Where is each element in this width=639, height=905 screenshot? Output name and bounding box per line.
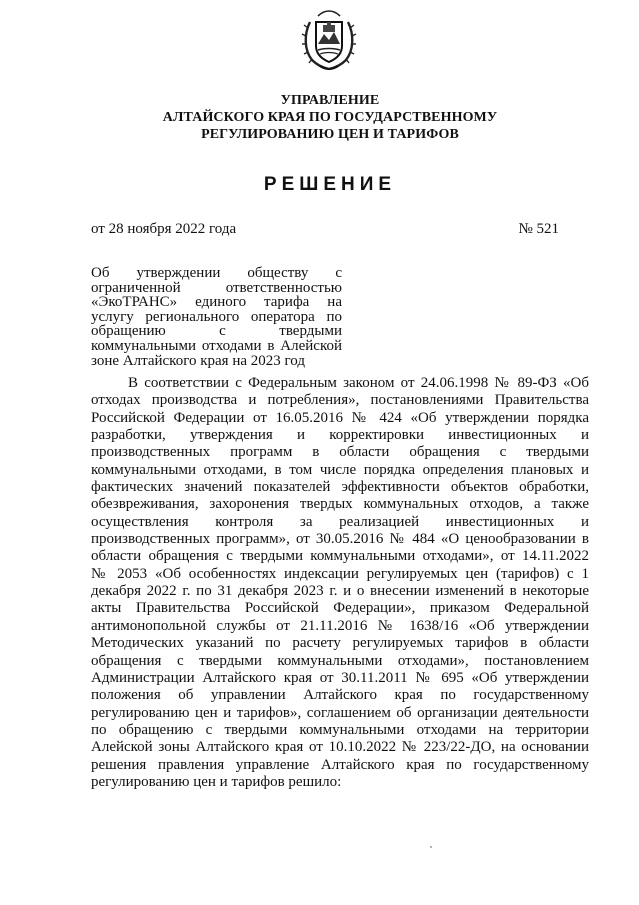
- body-line: разработки, утверждения и корректировки инвестиционных и: [91, 427, 589, 444]
- body-line: производственных программ», от 30.05.2016 № 484 «О ценообразовании в: [91, 531, 589, 548]
- subject-line: услугу регионального оператора по: [91, 308, 342, 325]
- document-number: № 521: [518, 221, 559, 237]
- subject-block: [91, 266, 342, 368]
- body-line: антимонопольной службы от 21.11.2016 № 1638/16 «Об утверждении: [91, 617, 589, 634]
- body-line: обращения с твердыми коммунальными отходами», постановлением: [91, 652, 589, 669]
- body-line: осуществления контроля за реализацией инвестиционных и: [91, 513, 589, 530]
- organization-name: [120, 92, 540, 143]
- body-line: Российской Федерации от 16.05.2016 № 424 «Об утверждении порядка: [91, 409, 589, 426]
- body-line: фактических значений показателей эффективности объектов обработки,: [91, 479, 589, 496]
- body-paragraph: [91, 375, 589, 791]
- subject-line: зоне Алтайского края на 2023 год: [91, 352, 305, 369]
- subject-line: обращению с твердыми: [91, 323, 342, 340]
- subject-line: коммунальными отходами в Алейской: [91, 337, 342, 354]
- body-line: декабря 2022 г. по 31 декабря 2023 г. и о внесении изменений в некоторые: [91, 583, 589, 600]
- body-line: Алейской зоны Алтайского края от 10.10.2022 № 223/22-ДО, на основании: [91, 739, 589, 756]
- subject-line: «ЭкоТРАНС» единого тарифа на: [91, 294, 342, 311]
- body-line: обезвреживания, захоронения твердых коммунальных отходов, а также: [91, 496, 589, 513]
- document-date: от 28 ноября 2022 года: [91, 221, 237, 237]
- body-line: № 2053 «Об особенностях индексации регулируемых цен (тарифов) с 1: [91, 565, 589, 582]
- body-line: В соответствии с Федеральным законом от 24.06.1998 № 89-ФЗ «Об: [128, 375, 589, 391]
- document-title: РЕШЕНИЕ: [263, 174, 397, 195]
- coat-of-arms-icon: [300, 8, 358, 72]
- scan-speck: [430, 846, 432, 848]
- body-line: регулированию цен и тарифов», соглашением об организации деятельности: [91, 704, 589, 721]
- body-line: Методических указаний по расчету регулируемых тарифов в области: [91, 635, 589, 652]
- org-line: УПРАВЛЕНИЕ: [280, 93, 380, 108]
- body-line: регулированию цен и тарифов решило:: [91, 773, 342, 790]
- body-line: коммунальными отходами, в том числе порядка определения плановых и: [91, 461, 589, 478]
- body-line: области обращения с твердыми коммунальными отходами», от 14.11.2022: [91, 548, 589, 565]
- body-line: положения об управлении Алтайского края по государственному: [91, 687, 589, 704]
- subject-line: Об утверждении обществу с: [91, 265, 342, 281]
- body-line: решения правления управление Алтайского края по государственному: [91, 756, 589, 773]
- body-line: Администрации Алтайского края от 30.11.2011 № 695 «Об утверждении: [91, 669, 589, 686]
- body-line: по обращению с твердыми коммунальными отходами на территории: [91, 721, 589, 738]
- org-line: АЛТАЙСКОГО КРАЯ ПО ГОСУДАРСТВЕННОМУ: [162, 110, 498, 125]
- org-line: РЕГУЛИРОВАНИЮ ЦЕН И ТАРИФОВ: [201, 127, 459, 142]
- body-line: отходах производства и потребления», постановлениями Правительства: [91, 392, 589, 409]
- body-line: производственных программ в области обращения с твердыми: [91, 444, 589, 461]
- body-line: акты Правительства Российской Федерации», приказом Федеральной: [91, 600, 589, 617]
- subject-line: ограниченной ответственностью: [91, 279, 342, 296]
